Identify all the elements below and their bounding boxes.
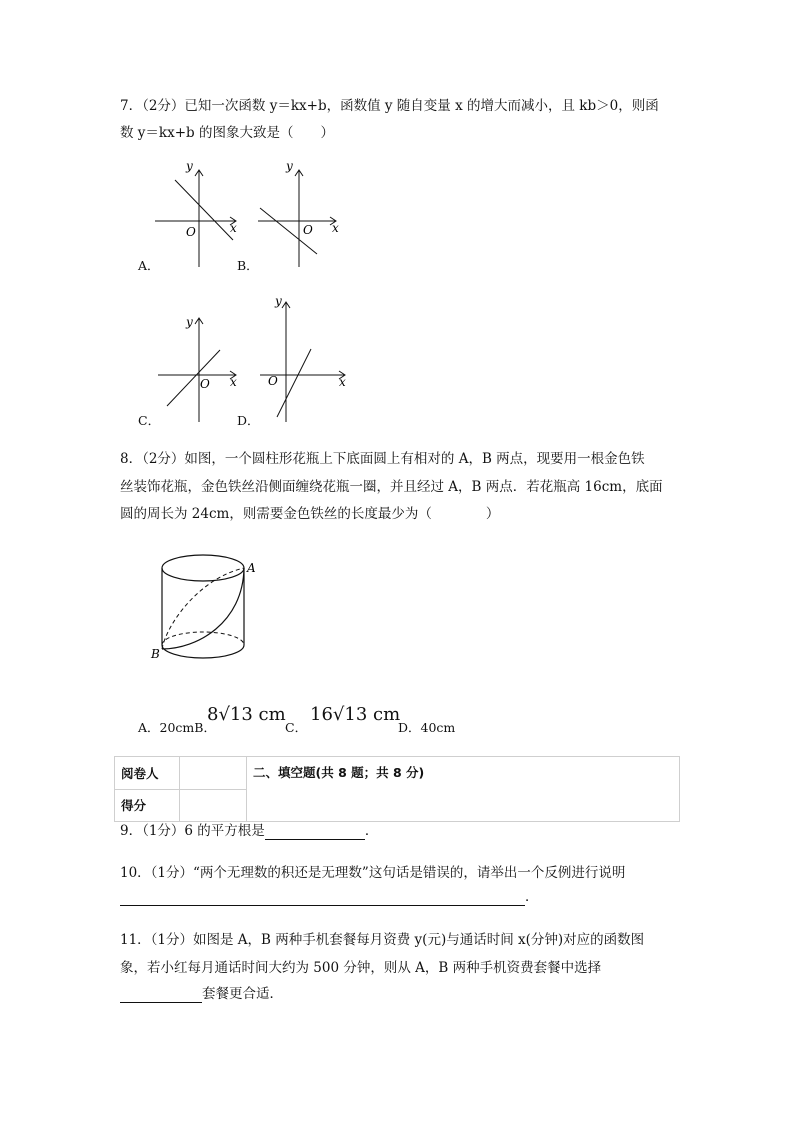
q9-answer-blank[interactable] xyxy=(265,825,365,840)
q8-option-c-value: 16√13 cm xyxy=(310,704,401,725)
q10-answer-blank[interactable] xyxy=(120,891,525,906)
q10-end: ． xyxy=(525,889,539,905)
q7-line1: 7．（2分）已知一次函数 y＝kx+b，函数值 y 随自变量 x 的增大而减小，且 kb＞0，则函 xyxy=(120,98,659,114)
reviewer-cell xyxy=(180,757,247,790)
graph-c-x-label: x xyxy=(230,375,237,389)
q9 xyxy=(120,822,378,840)
graph-c-line xyxy=(167,350,220,406)
wire-front-path xyxy=(162,568,244,649)
graph-a-y-label: y xyxy=(186,160,193,173)
q11-answer-blank[interactable] xyxy=(120,988,202,1003)
q8-option-a: A．20cmB． xyxy=(138,720,216,735)
q7-option-c: C． xyxy=(138,413,161,428)
q8-line2: 丝装饰花瓶，金色铁丝沿侧面缠绕花瓶一圈，并且经过 A，B 两点．若花瓶高 16cm，底面 xyxy=(120,479,663,495)
q7-option-a: A． xyxy=(138,258,160,273)
score-table xyxy=(114,756,680,822)
q8-line1: 8．（2分）如图，一个圆柱形花瓶上下底面圆上有相对的 A，B 两点，现要用一根金色铁 xyxy=(120,451,645,467)
q11-line3-row xyxy=(120,985,283,1003)
graph-b-y-label: y xyxy=(286,160,293,173)
graph-a xyxy=(150,160,250,270)
reviewer-label: 阅卷人 xyxy=(115,757,180,790)
graph-a-x-label: x xyxy=(230,221,237,235)
q11-line2: 象，若小红每月通话时间大约为 500 分钟，则从 A，B 两种手机资费套餐中选择 xyxy=(120,960,602,976)
q11-line1: 11．（1分）如图是 A，B 两种手机套餐每月资费 y(元)与通话时间 x(分钟)对应的函数图 xyxy=(120,932,645,948)
q8-option-c-label: C． xyxy=(285,720,308,735)
wire-back-path xyxy=(162,568,244,649)
q9-end: ． xyxy=(364,823,379,839)
graph-d-y-label: y xyxy=(275,294,282,308)
graph-c xyxy=(150,312,250,424)
section-title: 二、填空题(共 8 题；共 8 分) xyxy=(247,757,680,822)
q10-line1: 10．（1分）“两个无理数的积还是无理数”这句话是错误的，请举出一个反例进行说明 xyxy=(120,865,626,881)
score-cell xyxy=(180,789,247,822)
point-b-label: B xyxy=(151,647,160,661)
graph-d-line xyxy=(277,349,311,417)
score-label: 得分 xyxy=(115,789,180,822)
graph-c-y-label: y xyxy=(186,315,193,329)
q8-option-b-value: 8√13 cm xyxy=(207,704,286,725)
q8-option-d: D．40cm xyxy=(398,720,456,735)
q11-line3: 套餐更合适． xyxy=(202,986,283,1002)
graph-c-origin: O xyxy=(200,377,210,391)
q7-line2: 数 y＝kx+b 的图象大致是（ ） xyxy=(120,125,334,141)
graph-a-origin: O xyxy=(186,225,196,239)
q7-option-d: D． xyxy=(237,413,260,428)
graph-d xyxy=(255,294,355,424)
graph-d-origin: O xyxy=(268,374,278,388)
graph-a-line xyxy=(175,180,233,240)
q7-option-b: B． xyxy=(237,258,259,273)
q10-line2 xyxy=(120,888,539,906)
q8-line3: 圆的周长为 24cm，则需要金色铁丝的长度最少为（ ） xyxy=(120,506,500,522)
cylinder-figure xyxy=(145,548,265,668)
q9-text: 9．（1分）6 的平方根是 xyxy=(120,823,265,839)
graph-b-origin: O xyxy=(303,223,313,237)
graph-d-x-label: x xyxy=(339,375,346,389)
point-a-label: A xyxy=(247,561,256,575)
graph-b xyxy=(250,160,350,270)
graph-b-x-label: x xyxy=(332,221,339,235)
